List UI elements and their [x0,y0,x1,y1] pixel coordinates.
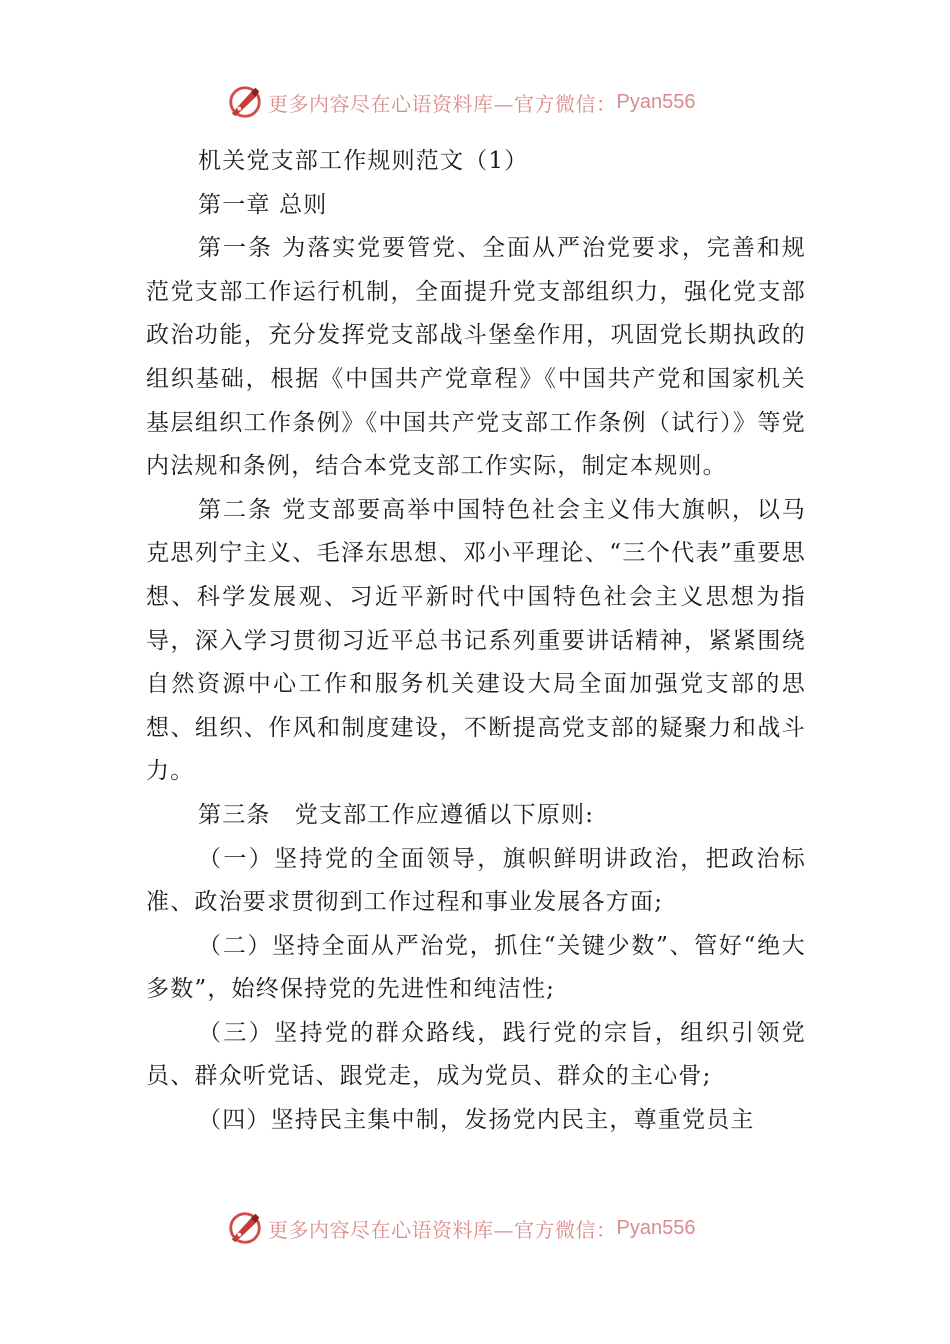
principle-4: （四）坚持民主集中制，发扬党内民主，尊重党员主 [198,1107,755,1134]
footer-watermark-banner [226,1208,695,1248]
principle-1: （一）坚持党的全面领导，旗帜鲜明讲政治，把政治标准、政治要求贯彻到工作过程和事业发展各方面; [146,845,806,916]
chapter-heading: 第一章 总则 [198,191,328,218]
banner-wechat-handle: Pyan556 [616,1216,696,1239]
article-2: 第二条 党支部要高举中国特色社会主义伟大旗帜，以马克思列宁主义、毛泽东思想、邓小平理论、“三个代表”重要思想、科学发展观、习近平新时代中国特色社会主义思想为指导，深入学习贯彻习近平总书记系列重要讲话精神，紧紧围绕自然资源中心工作和服务机关建设大局全面加强党支部的思想、组织、作风和制度建设，不断提高党支部的疑聚力和战斗力。 [146,496,806,785]
principle-3: （三）坚持党的群众路线，践行党的宗旨，组织引领党员、群众听党话、跟党走，成为党员、群众的主心骨; [146,1019,806,1090]
document-title: 机关党支部工作规则范文（1） [198,148,529,174]
banner-text: 更多内容尽在心语资料库—官方微信： [268,91,617,116]
header-watermark-banner [226,82,695,122]
article-3: 第三条 党支部工作应遵循以下原则: [198,801,595,828]
principle-2: （二）坚持全面从严治党，抓住“关键少数”、管好“绝大多数”，始终保持党的先进性和纯洁性; [146,932,806,1003]
document-body [146,140,806,1143]
banner-text: 更多内容尽在心语资料库—官方微信： [268,1217,617,1242]
pen-nib-icon [226,83,264,121]
article-1: 第一条 为落实党要管党、全面从严治党要求，完善和规范党支部工作运行机制，全面提升党支部组织力，强化党支部政治功能，充分发挥党支部战斗堡垒作用，巩固党长期执政的组织基础，根据《中国共产党章程》《中国共产党和国家机关基层组织工作条例》《中国共产党支部工作条例（试行）》等党内法规和条例，结合本党支部工作实际，制定本规则。 [146,235,806,480]
banner-wechat-handle: Pyan556 [616,90,696,113]
pen-nib-icon [226,1209,264,1247]
